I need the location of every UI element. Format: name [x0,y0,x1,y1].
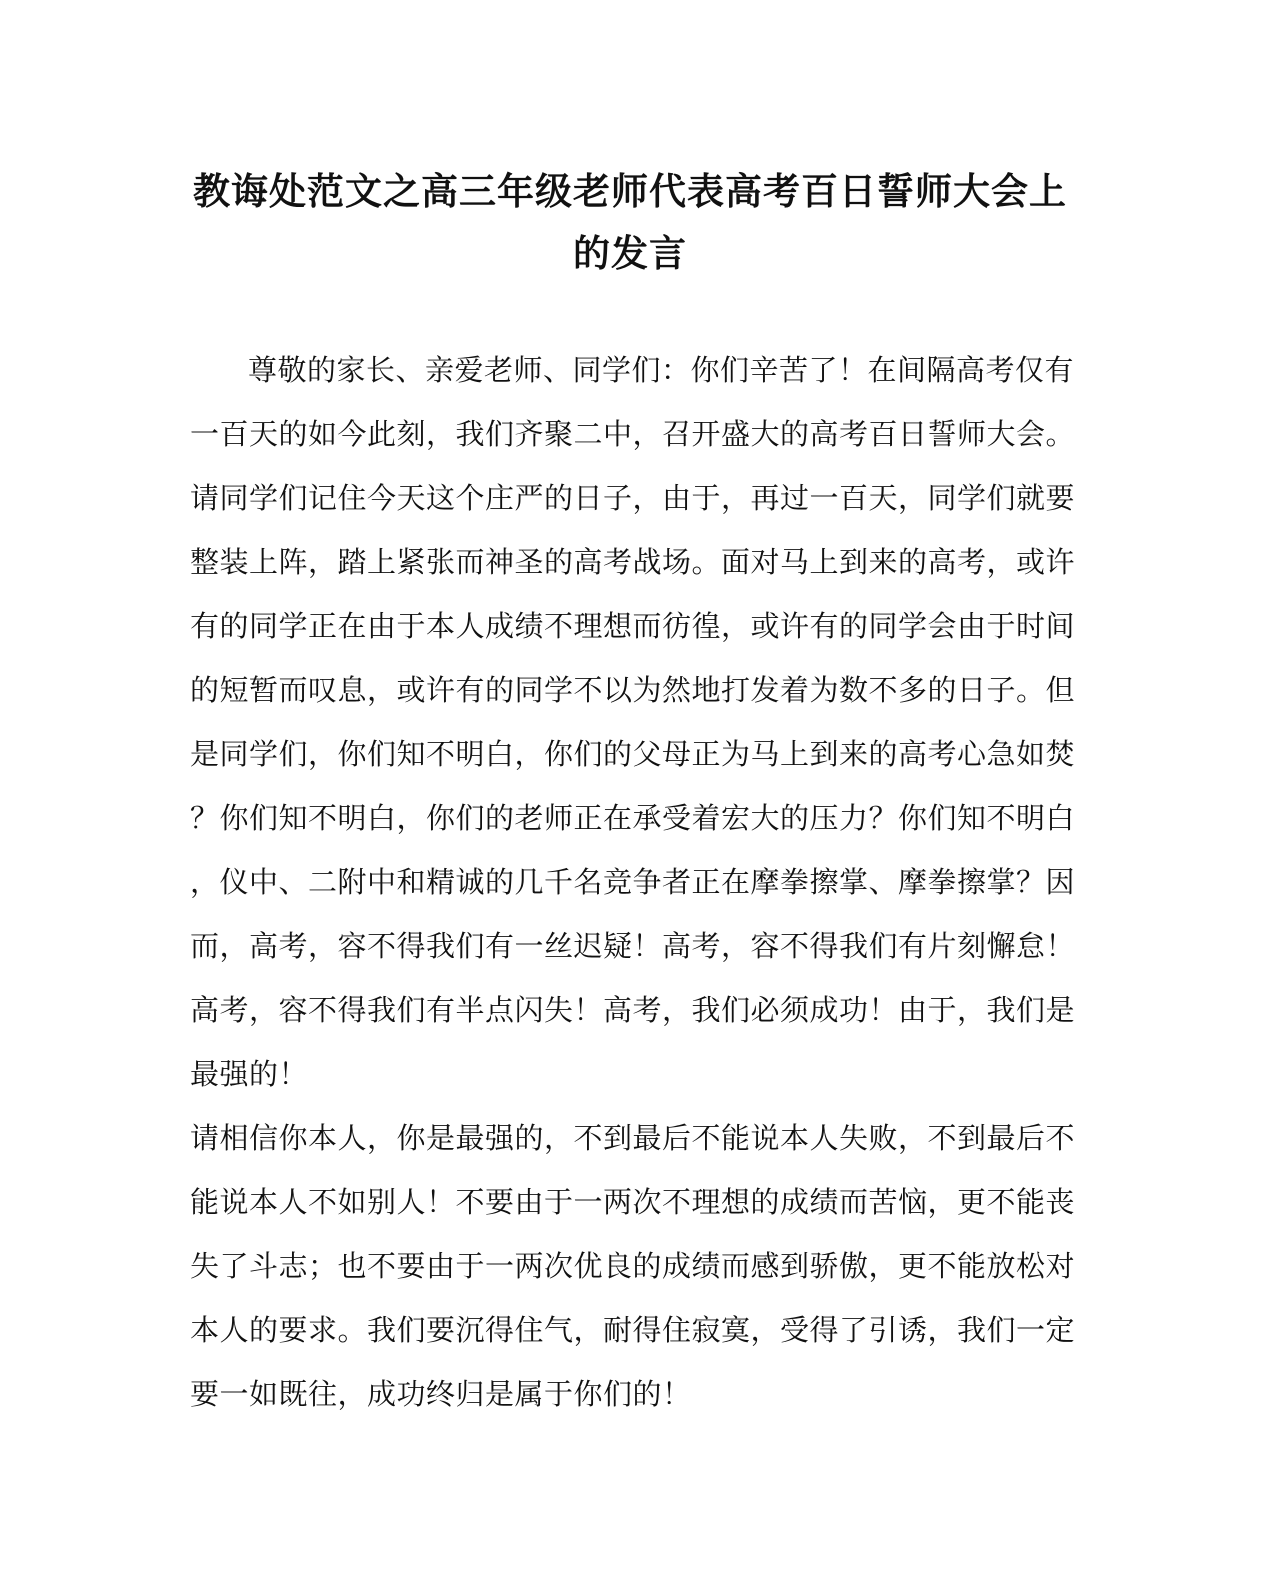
paragraph-line: 尊敬的家长、亲爱老师、同学们：你们辛苦了！在间隔高考仅有 [248,353,1075,387]
paragraph-line: 一百天的如今此刻，我们齐聚二中，召开盛大的高考百日誓师大会。 [190,417,1076,451]
title-line: 的发言 [573,231,687,275]
title-line: 教诲处范文之高三年级老师代表高考百日誓师大会上 [193,169,1067,213]
paragraph-line: 请同学们记住今天这个庄严的日子，由于，再过一百天，同学们就要 [190,481,1076,515]
paragraph-line: 高考，容不得我们有半点闪失！高考，我们必须成功！由于，我们是 [190,993,1076,1027]
paragraph [190,338,1076,1106]
paragraph-line: ，仪中、二附中和精诚的几千名竞争者正在摩拳擦掌、摩拳擦掌？因 [190,865,1076,899]
document-title [190,160,1070,284]
paragraph-line: 是同学们，你们知不明白，你们的父母正为马上到来的高考心急如焚 [190,737,1076,771]
paragraph-line: 而，高考，容不得我们有一丝迟疑！高考，容不得我们有片刻懈怠！ [190,929,1076,963]
paragraph-line: 请相信你本人，你是最强的，不到最后不能说本人失败，不到最后不 [190,1121,1076,1155]
paragraph-line: 最强的！ [190,1057,309,1091]
paragraph-line: 有的同学正在由于本人成绩不理想而彷徨，或许有的同学会由于时间 [190,609,1076,643]
paragraph-line: 失了斗志；也不要由于一两次优良的成绩而感到骄傲，更不能放松对 [190,1249,1076,1283]
paragraph-line: 的短暂而叹息，或许有的同学不以为然地打发着为数不多的日子。但 [190,673,1076,707]
paragraph [190,1106,1076,1426]
document-body [190,338,1076,1426]
paragraph-line: ？你们知不明白，你们的老师正在承受着宏大的压力？你们知不明白 [190,801,1076,835]
paragraph-line: 要一如既往，成功终归是属于你们的！ [190,1377,692,1411]
paragraph-line: 整装上阵，踏上紧张而神圣的高考战场。面对马上到来的高考，或许 [190,545,1076,579]
paragraph-line: 能说本人不如别人！不要由于一两次不理想的成绩而苦恼，更不能丧 [190,1185,1076,1219]
paragraph-line: 本人的要求。我们要沉得住气，耐得住寂寞，受得了引诱，我们一定 [190,1313,1076,1347]
